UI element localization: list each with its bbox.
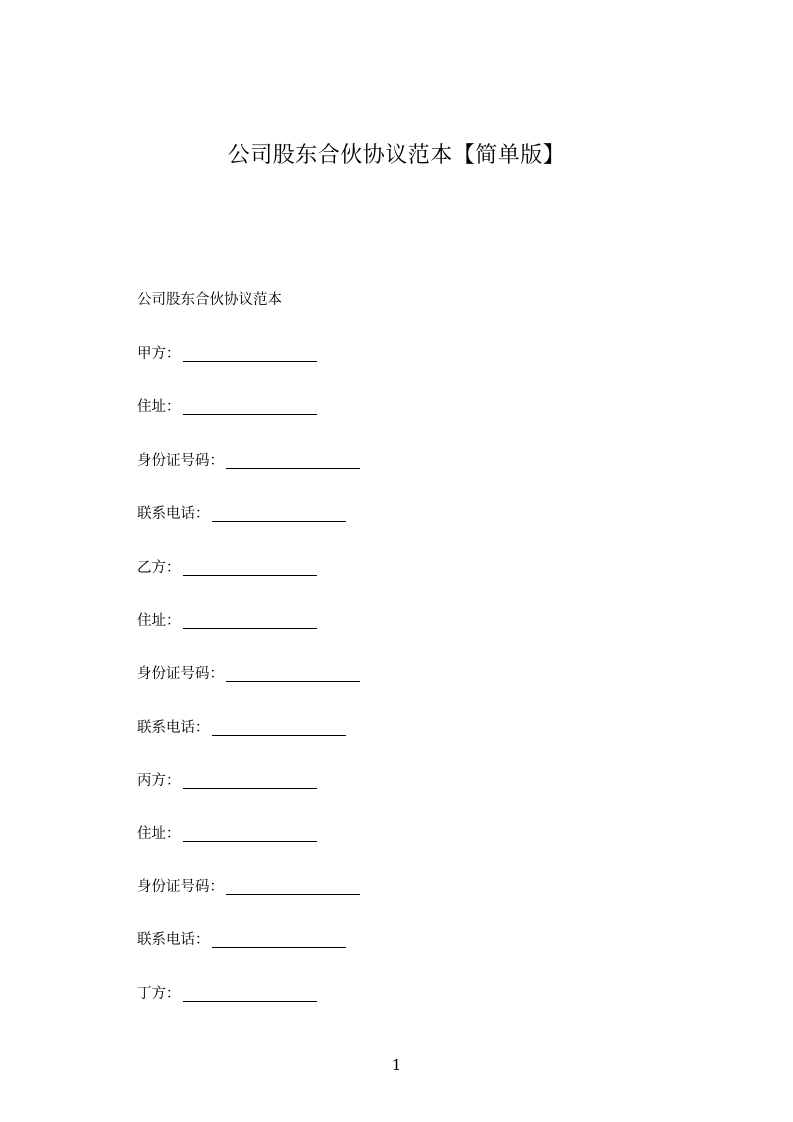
party-b-name-field bbox=[137, 554, 317, 582]
fill-in-blank-line bbox=[183, 343, 317, 362]
fill-in-blank-line bbox=[212, 929, 346, 948]
fill-in-blank-line bbox=[226, 450, 360, 469]
party-c-address-field bbox=[137, 820, 317, 848]
field-label: 联系电话： bbox=[137, 720, 210, 736]
fill-in-blank-line bbox=[226, 876, 360, 895]
fill-in-blank-line bbox=[183, 770, 317, 789]
field-label: 联系电话： bbox=[137, 506, 210, 522]
fill-in-blank-line bbox=[183, 983, 317, 1002]
fill-in-blank-line bbox=[183, 396, 317, 415]
field-label: 住址： bbox=[137, 826, 181, 842]
field-label: 住址： bbox=[137, 613, 181, 629]
fill-in-blank-line bbox=[226, 663, 360, 682]
field-label: 甲方： bbox=[137, 346, 181, 362]
field-label: 住址： bbox=[137, 399, 181, 415]
fill-in-blank-line bbox=[183, 557, 317, 576]
field-label: 丁方： bbox=[137, 986, 181, 1002]
party-a-phone-field bbox=[137, 500, 346, 528]
field-label: 身份证号码： bbox=[137, 453, 224, 469]
page-number: 1 bbox=[391, 1056, 402, 1074]
party-d-name-field bbox=[137, 980, 317, 1008]
party-b-address-field bbox=[137, 607, 317, 635]
fill-in-blank-line bbox=[212, 503, 346, 522]
party-b-id-number-field bbox=[137, 660, 360, 688]
party-a-name-field bbox=[137, 340, 317, 368]
field-label: 身份证号码： bbox=[137, 666, 224, 682]
fill-in-blank-line bbox=[183, 610, 317, 629]
party-a-address-field bbox=[137, 393, 317, 421]
field-label: 乙方： bbox=[137, 560, 181, 576]
party-c-id-number-field bbox=[137, 873, 360, 901]
party-b-phone-field bbox=[137, 714, 346, 742]
party-c-name-field bbox=[137, 767, 317, 795]
field-label: 身份证号码： bbox=[137, 879, 224, 895]
field-label: 丙方： bbox=[137, 773, 181, 789]
fill-in-blank-line bbox=[183, 823, 317, 842]
document-body bbox=[137, 286, 697, 1002]
party-c-phone-field bbox=[137, 926, 346, 954]
party-a-id-number-field bbox=[137, 447, 360, 475]
document-subtitle: 公司股东合伙协议范本 bbox=[137, 292, 282, 308]
document-title: 公司股东合伙协议范本【简单版】 bbox=[227, 143, 566, 168]
fill-in-blank-line bbox=[212, 717, 346, 736]
field-label: 联系电话： bbox=[137, 932, 210, 948]
